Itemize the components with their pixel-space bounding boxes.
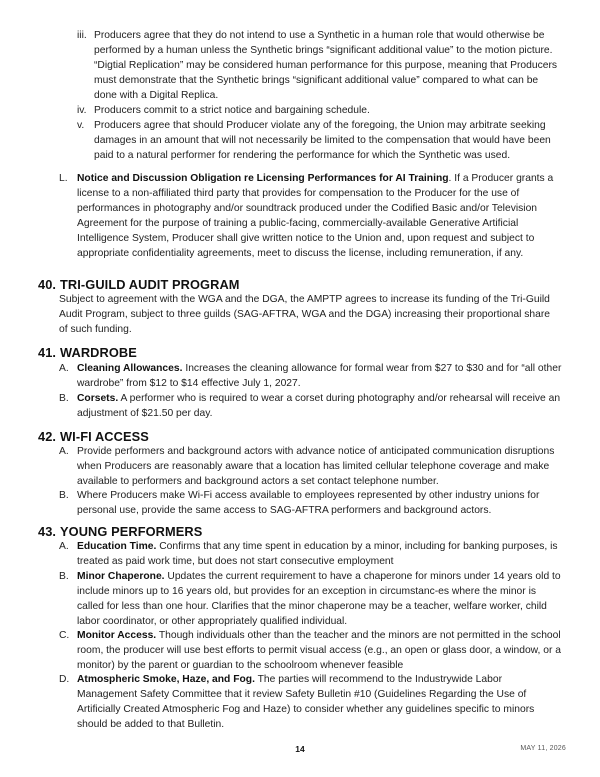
list-marker: D.: [59, 674, 70, 685]
list-marker: A.: [59, 363, 69, 374]
list-item-L: [59, 171, 562, 261]
section-number: 41.: [38, 345, 57, 360]
section-number: 42.: [38, 429, 57, 444]
item-title: Monitor Access.: [77, 630, 157, 641]
item-text: Updates the current requirement to have a chaperone for minors under 14 years old to include minors up to 16 years old, but provides for an exception in circumstanc-es where the minor is called for less than one hour. Clarifies that the minor chaperone may be a teacher, welfare worker, child labor coordinator, or other appropriately qualified individual.: [77, 571, 561, 627]
item-title: Atmospheric Smoke, Haze, and Fog.: [77, 674, 255, 685]
page-number: 14: [295, 744, 305, 754]
list-marker: B.: [59, 490, 69, 501]
section-heading-43: [38, 524, 202, 539]
list-marker: iv.: [77, 105, 87, 116]
list-text: Producers agree that they do not intend to use a Synthetic in a human role that would otherwise be performed by a human unless the Synthetic brings “significant additional value” to the motion picture. “Digtial Replication” may be considered human performance for this purpose, meaning that Producers must demonstrate that the Synthetic brings “significant additional value” compared to what can be done with a Digital Replica.: [94, 30, 558, 101]
list-marker: v.: [77, 120, 85, 131]
list-item: [59, 488, 562, 518]
item-title: Education Time.: [77, 541, 157, 552]
section-title: WI-FI ACCESS: [60, 429, 149, 444]
list-text: Producers commit to a strict notice and bargaining schedule.: [94, 105, 370, 116]
item-title: Notice and Discussion Obligation re Licensing Performances for AI Training: [77, 173, 449, 184]
list-item: [77, 28, 563, 103]
item-text: Increases the cleaning allowance for formal wear from $27 to $30 and for “all other wardrobe” from $12 to $14 effective July 1, 2027.: [77, 363, 562, 389]
section-title: YOUNG PERFORMERS: [60, 524, 203, 539]
item-text: Though individuals other than the teacher and the minors are not permitted in the school room, the producer will use best efforts to permit visual access (e.g., an open or glass door, a window, or a monitor) by the parent or guardian to the schoolroom whenever feasible: [77, 630, 562, 671]
list-marker: A.: [59, 446, 69, 457]
list-item: [59, 628, 562, 673]
section-heading-42: [38, 429, 149, 444]
list-item: [59, 539, 562, 569]
section-40-body: Subject to agreement with the WGA and the DGA, the AMPTP agrees to increase its funding of the Tri-Guild Audit Program, subject to three guilds (SAG-AFTRA, WGA and the DGA) increasing their proportional share of such funding.: [59, 294, 551, 335]
section-heading-41: [38, 345, 137, 360]
section-number: 43.: [38, 524, 57, 539]
item-text: A performer who is required to wear a corset during photography and/or rehearsal will receive an adjustment of $21.50 per day.: [77, 393, 561, 419]
list-item: [77, 103, 563, 118]
item-title: Minor Chaperone.: [77, 571, 165, 582]
footer-date: MAY 11, 2026: [520, 745, 566, 752]
list-item: [59, 391, 562, 421]
list-item: [59, 444, 569, 489]
item-text: . If a Producer grants a license to a non-affiliated third party that provides for compensation to the Producer for the use of performances in photography and/or soundtrack produced under the Codified Basic and/or Television Agreement for the purpose of training a public-facing, commercially-available Generative Artificial Intelligence System, Producer shall give written notice to the Union and, upon request and subject to appropriate confidentiality agreements, meet to discuss the license, including remuneration, if any.: [77, 173, 554, 259]
section-heading-40: [38, 277, 240, 292]
list-item: [59, 569, 562, 629]
section-title: TRI-GUILD AUDIT PROGRAM: [60, 277, 240, 292]
list-item: [59, 361, 562, 391]
list-item: [77, 118, 563, 163]
item-title: Corsets.: [77, 393, 119, 404]
list-marker: B.: [59, 393, 69, 404]
list-marker: A.: [59, 541, 69, 552]
list-marker: C.: [59, 630, 70, 641]
item-text: Confirms that any time spent in education by a minor, including for banking purposes, is treated as paid work time, but does not start consecutive employment: [77, 541, 558, 567]
item-text: The parties will recommend to the Industrywide Labor Management Safety Committee that it review Safety Bulletin #10 (Guidelines Regarding the Use of Artificially Created Atmospheric Fog and Haze) to consider whether any guidelines specific to minors should be added to that Bulletin.: [77, 674, 535, 730]
item-title: Cleaning Allowances.: [77, 363, 183, 374]
list-marker: B.: [59, 571, 69, 582]
list-marker: iii.: [77, 30, 87, 41]
item-text: Provide performers and background actors with advance notice of anticipated communication disruptions when Producers are reasonably aware that a location has limited cellular telephone coverage and make available to performers and background actors a set contact telephone number.: [77, 446, 555, 487]
list-text: Producers agree that should Producer violate any of the foregoing, the Union may arbitrate seeking damages in an amount that will not necessarily be limited to the compensation that would have been paid to a natural performer for rendering the performance for which the Synthetic was used.: [94, 120, 551, 161]
list-item: [59, 672, 562, 732]
item-text: Where Producers make Wi-Fi access available to employees represented by other industry unions for personal use, provide the same access to SAG-AFTRA performers and background actors.: [77, 490, 540, 516]
list-marker: L.: [59, 173, 68, 184]
section-title: WARDROBE: [60, 345, 137, 360]
section-number: 40.: [38, 277, 57, 292]
